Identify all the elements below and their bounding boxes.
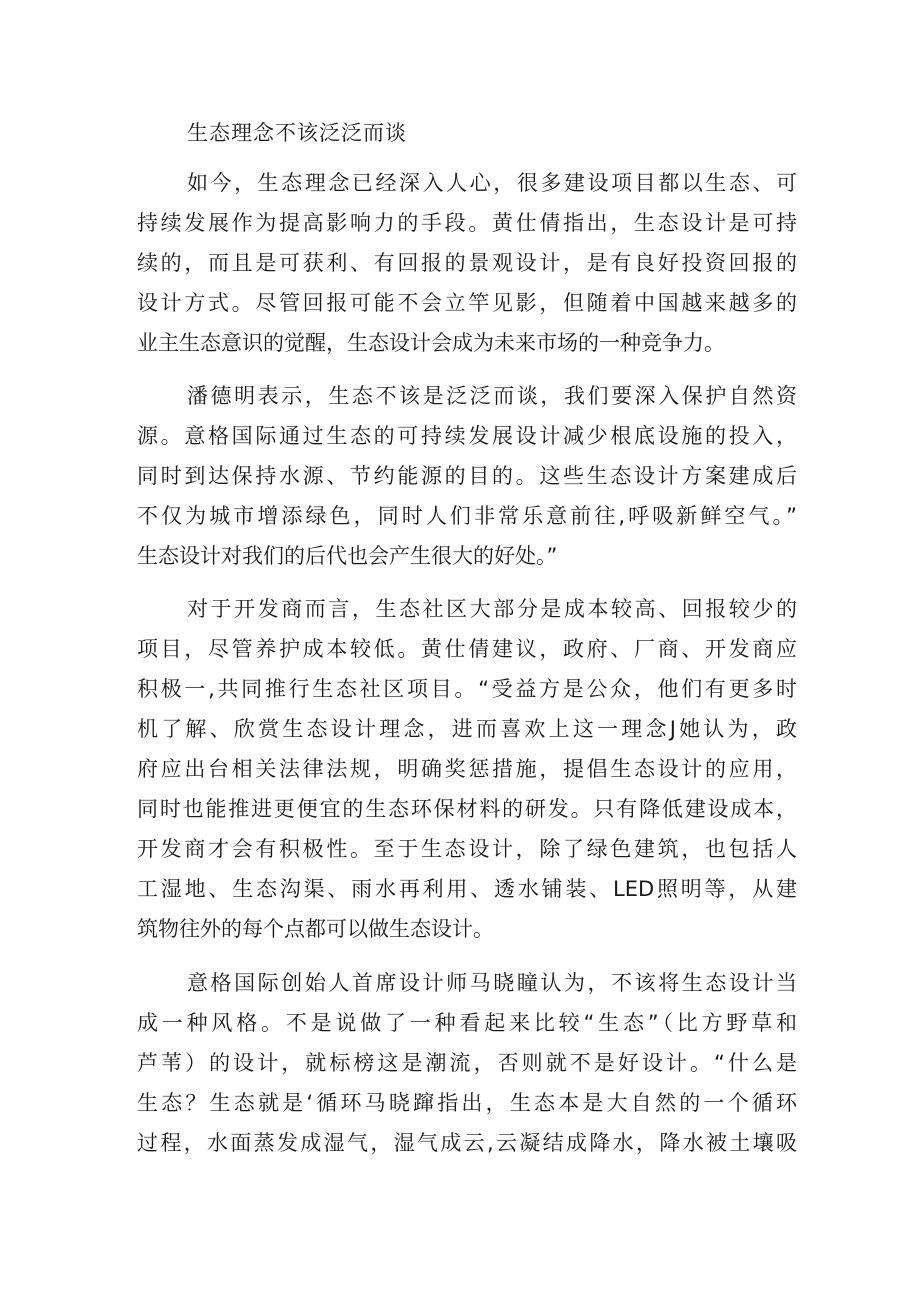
- text-line: 芦苇）的设计，就标榜这是潮流，否则就不是好设计。“什么是: [137, 1051, 797, 1075]
- text-line: 对于开发商而言，生态社区大部分是成本较高、回报较少的: [187, 597, 797, 621]
- paragraph: [137, 963, 797, 1163]
- text-line: 生态设计对我们的后代也会产生很大的好处。”: [137, 544, 558, 568]
- text-line: 意格国际创始人首席设计师马晓瞳认为，不该将生态设计当: [187, 971, 797, 995]
- text-line: 不仅为城市增添绿色，同时人们非常乐意前往,呼吸新鲜空气。”: [137, 504, 797, 528]
- text-line: 积极一,共同推行生态社区项目。“受益方是公众，他们有更多时: [137, 677, 797, 701]
- text-line: 筑物往外的每个点都可以做生态设计。: [137, 917, 494, 941]
- text-line: 生态？生态就是‘循环马晓蹿指出，生态本是大自然的一个循环: [137, 1091, 797, 1115]
- text-line: 同时也能推进更便宜的生态环保材料的研发。只有降低建设成本，: [137, 797, 797, 821]
- text-line: 成一种风格。不是说做了一种看起来比较“生态”（比方野草和: [137, 1011, 797, 1035]
- text-line: 如今，生态理念已经深入人心，很多建设项目都以生态、可: [187, 171, 797, 195]
- text-line: 续的，而且是可获利、有回报的景观设计，是有良好投资回报的: [137, 251, 797, 275]
- text-line: 业主生态意识的觉醒，生态设计会成为未来市场的一种竞争力。: [137, 331, 725, 355]
- text-line: 开发商才会有积极性。至于生态设计，除了绿色建筑，也包括人: [137, 837, 797, 861]
- text-line: 工湿地、生态沟渠、雨水再利用、透水铺装、LED照明等，从建: [137, 877, 797, 901]
- paragraph: [137, 589, 797, 949]
- text-line: 过程，水面蒸发成湿气，湿气成云,云凝结成降水，降水被土壤吸: [137, 1131, 797, 1155]
- paragraph: [137, 163, 797, 363]
- text-line: 机了解、欣赏生态设计理念，进而喜欢上这一理念J她认为，政: [137, 717, 797, 741]
- text-line: 持续发展作为提高影响力的手段。黄仕倩指出，生态设计是可持: [137, 211, 797, 235]
- paragraph: [137, 376, 797, 576]
- text-line: 同时到达保持水源、节约能源的目的。这些生态设计方案建成后: [137, 464, 797, 488]
- section-title: 生态理念不该泛泛而谈: [187, 121, 407, 145]
- text-line: 源。意格国际通过生态的可持续发展设计减少根底设施的投入，: [137, 424, 797, 448]
- text-line: 设计方式。尽管回报可能不会立竿见影，但随着中国越来越多的: [137, 291, 797, 315]
- text-line: 项目，尽管养护成本较低。黄仕倩建议，政府、厂商、开发商应: [137, 637, 797, 661]
- text-line: 潘德明表示，生态不该是泛泛而谈，我们要深入保护自然资: [187, 384, 797, 408]
- text-line: 府应出台相关法律法规，明确奖惩措施，提倡生态设计的应用，: [137, 757, 797, 781]
